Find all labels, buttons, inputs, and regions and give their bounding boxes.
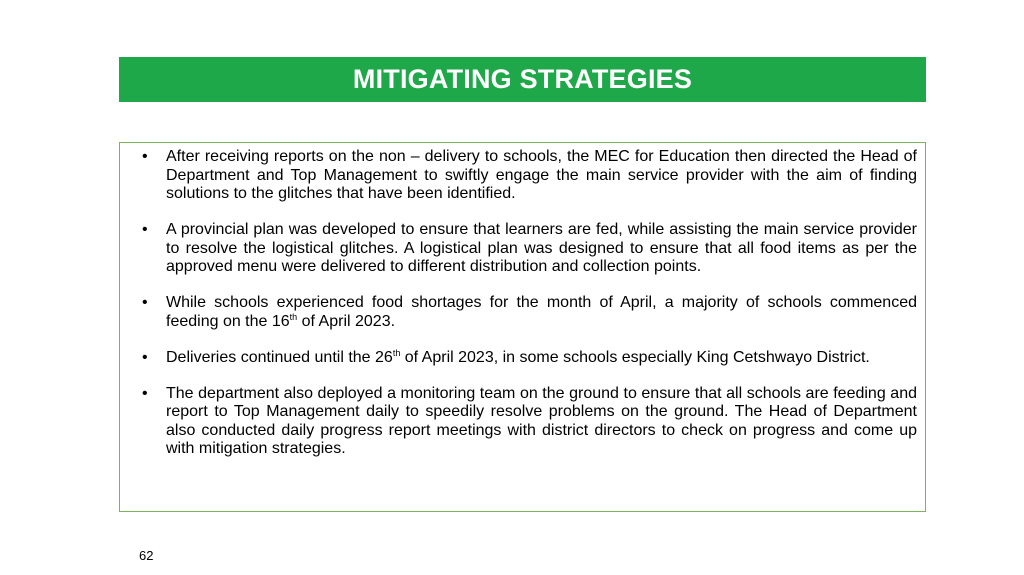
bullet-text: A provincial plan was developed to ensure that learners are fed, while assisting the main service provider to resolve the logistical glitches. A logistical plan was designed to ensure that all food items as per the approved menu were delivered to different distribution and collection points. <box>166 221 917 275</box>
title-bar <box>119 57 926 102</box>
bullet-dot-icon: • <box>142 348 148 366</box>
bullet-item <box>142 221 917 277</box>
bullet-text-before: Deliveries continued until the 26 <box>166 348 393 366</box>
bullet-text-superscript: th <box>392 347 401 358</box>
bullet-list <box>142 148 917 459</box>
bullet-item <box>142 294 917 331</box>
bullet-item <box>142 349 917 368</box>
bullet-text-after: of April 2023, in some schools especially King Cetshwayo District. <box>400 348 870 366</box>
bullet-dot-icon: • <box>142 148 148 165</box>
page-number: 62 <box>139 548 154 563</box>
bullet-dot-icon: • <box>142 294 148 311</box>
content-box <box>119 142 926 512</box>
bullet-text-before: While schools experienced food shortages for the month of April, a majority of schools commenced feeding on the 16 <box>166 294 917 330</box>
bullet-item <box>142 148 917 204</box>
bullet-text-superscript: th <box>289 311 298 322</box>
bullet-item <box>142 385 917 459</box>
bullet-text: The department also deployed a monitoring team on the ground to ensure that all schools are feeding and report to Top Management daily to speedily resolve problems on the ground. The Head of Department also conducted daily progress report meetings with district directors to check on progress and come up with mitigation strategies. <box>166 384 917 457</box>
bullet-text-after: of April 2023. <box>297 312 396 330</box>
slide-title: MITIGATING STRATEGIES <box>352 64 693 94</box>
bullet-dot-icon: • <box>142 384 148 402</box>
bullet-dot-icon: • <box>142 221 148 238</box>
bullet-text: After receiving reports on the non – delivery to schools, the MEC for Education then directed the Head of Department and Top Management to swiftly engage the main service provider with the aim of finding solutions to the glitches that have been identified. <box>166 148 917 202</box>
